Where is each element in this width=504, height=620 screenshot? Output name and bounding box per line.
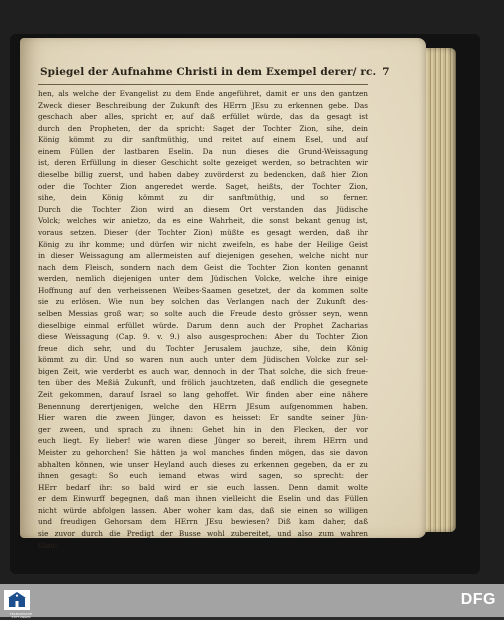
text-line: Hoffnung auf den verheissenen Weibes-Saamen gesetzet, der da kommen solte [38, 285, 368, 295]
page-number: 7 [382, 66, 390, 78]
text-line: Zeit gekommen, darauf Israel so lang gehoffet. Wir finden aber eine nähere [38, 390, 368, 400]
text-line: werden, nemlich diejenigen unter dem Jüdischen Volcke, welche ihre einige [38, 274, 368, 284]
text-line: hen, als welche der Evangelist zu dem Ende angeführet, damit er uns den gantzen [38, 89, 368, 98]
text-line: HErr bedarf ihr: so bald wird er sie euch lassen. Denn damit wolte [38, 482, 368, 492]
text-line: dieselbige einmal erfüllet würde. Darum denn auch der Prophet Zacharias [38, 320, 368, 330]
text-line: nicht würde abfolgen lassen. Aber woher kam das, daß sie einen so willigen [38, 505, 368, 515]
text-line: euch liegt. Ey lieber! wie waren diese Jünger so bereit, ihrem HErrn und [38, 436, 368, 446]
text-line: Volck; welches wir anietzo, da es eine Wahrheit, die sonst bekant genug ist, [38, 216, 368, 226]
text-line: abhalten können, wie unser Heyland auch dieses zu erkennen gegeben, da er zu [38, 459, 368, 469]
footer-bar [0, 584, 504, 620]
text-line: sie zu erlösen. Wie nun bey solchen das Verlangen nach der Zukunft des- [38, 297, 368, 307]
text-line: dieselbe billig zuerst, und haben dabey zuvörderst zu bedencken, daß hier Zion [38, 170, 368, 180]
dfg-logo[interactable]: DFG [460, 591, 496, 608]
text-line: Benennung derertjenigen, welche den HErrn JEsum aufgenommen haben. [38, 401, 368, 411]
text-line: ger zween, und sprach zu ihnen: Gehet hin in den Flecken, der vor [38, 424, 368, 434]
text-line: Hier waren die zween Jünger, davon es heisset: Er sandte seiner Jün- [38, 413, 368, 423]
text-line: selben Messias groß war; so solte auch die Freude desto grösser seyn, wenn [38, 308, 368, 318]
text-line: einem Füllen der lastbaren Eselin. Da nun dieses die Grund-Weissagung [38, 146, 368, 156]
logo-label: FRANCKESCHE STIFTUNGEN [9, 612, 33, 620]
text-line: König kömmt zu dir sanftmüthig, und reitet auf einem Esel, und auf [38, 135, 368, 145]
body-text [38, 88, 368, 551]
text-line: bigen Zeit, wie verderbt es auch war, dennoch in der That solche, die sich freue- [38, 366, 368, 376]
text-line: sie zuvor durch die Predigt der Busse wohl zubereitet, und also zum wahren [38, 528, 368, 538]
text-line: geschach aber alles, spricht er, auf daß erfüllet würde, das da gesagt ist [38, 112, 368, 122]
text-line: voraus setzen. Dieser (der Tochter Zion) müßte es gesagt werden, daß ihr [38, 227, 368, 237]
text-line: Durch die Tochter Zion wird an diesem Ort verstanden das Jüdische [38, 204, 368, 214]
header-rule [38, 84, 368, 85]
text-line: Zweck dieser Beschreibung der Zukunft des HErrn JEsu zu erkennen gebe. Das [38, 100, 368, 110]
text-line: in dieser Weissagung am allermeisten auf diejenigen gesehen, welche nicht nur [38, 251, 368, 261]
text-line: er dem Einwurff begegnen, daß man ihnen vielleicht die Eselin und das Füllen [38, 494, 368, 504]
stiftung-emblem-icon [4, 590, 30, 610]
text-line: König zu ihr komme; und dürfen wir nicht zweifeln, es habe der Heilige Geist [38, 239, 368, 249]
text-line: freue dich sehr, und du Tochter Jerusalem jauchze, sihe, dein König [38, 343, 368, 353]
text-line: nach dem Fleisch, sondern nach dem Geist die Tochter Zion konten genannt [38, 262, 368, 272]
text-line: oder die Tochter Zion angeredet werde. Saget, heißts, der Tochter Zion, [38, 181, 368, 191]
text-line: durch den Propheten, der da spricht: Saget der Tochter Zion, sihe, dein [38, 123, 368, 133]
text-line: Glau- [38, 540, 58, 550]
text-line: und freudigen Gehorsam dem HErrn JEsu bewiesen? Diß kam daher, daß [38, 517, 368, 527]
text-line: diese Weissagung (Cap. 9. v. 9.) also ausgesprochen: Aber du Tochter Zion [38, 332, 368, 342]
franckesche-stiftungen-logo[interactable] [4, 590, 33, 620]
text-line: ist, deren Erfüllung in dieser Geschicht solte gezeiget werden, so betrachten wir [38, 158, 368, 168]
text-line: kömmt zu dir. Und so waren nun auch unter dem Jüdischen Volcke zur sel- [38, 355, 368, 365]
running-title: Spiegel der Aufnahme Christi in dem Exempel derer/ rc. [40, 66, 377, 78]
text-line: sihe, dein König kömmt zu dir sanftmüthig, und so ferner. [38, 193, 368, 203]
text-line: ihnen gesagt: So euch iemand etwas wird sagen, so sprecht: der [38, 471, 368, 481]
text-line: ten über des Meßiä Zukunft, und frölich jauchtzeten, daß endlich die gesegnete [38, 378, 368, 388]
running-header [40, 66, 390, 78]
text-line: Meister zu gehorchen! Sie hätten ja wol manches finden mögen, das sie davon [38, 447, 368, 457]
